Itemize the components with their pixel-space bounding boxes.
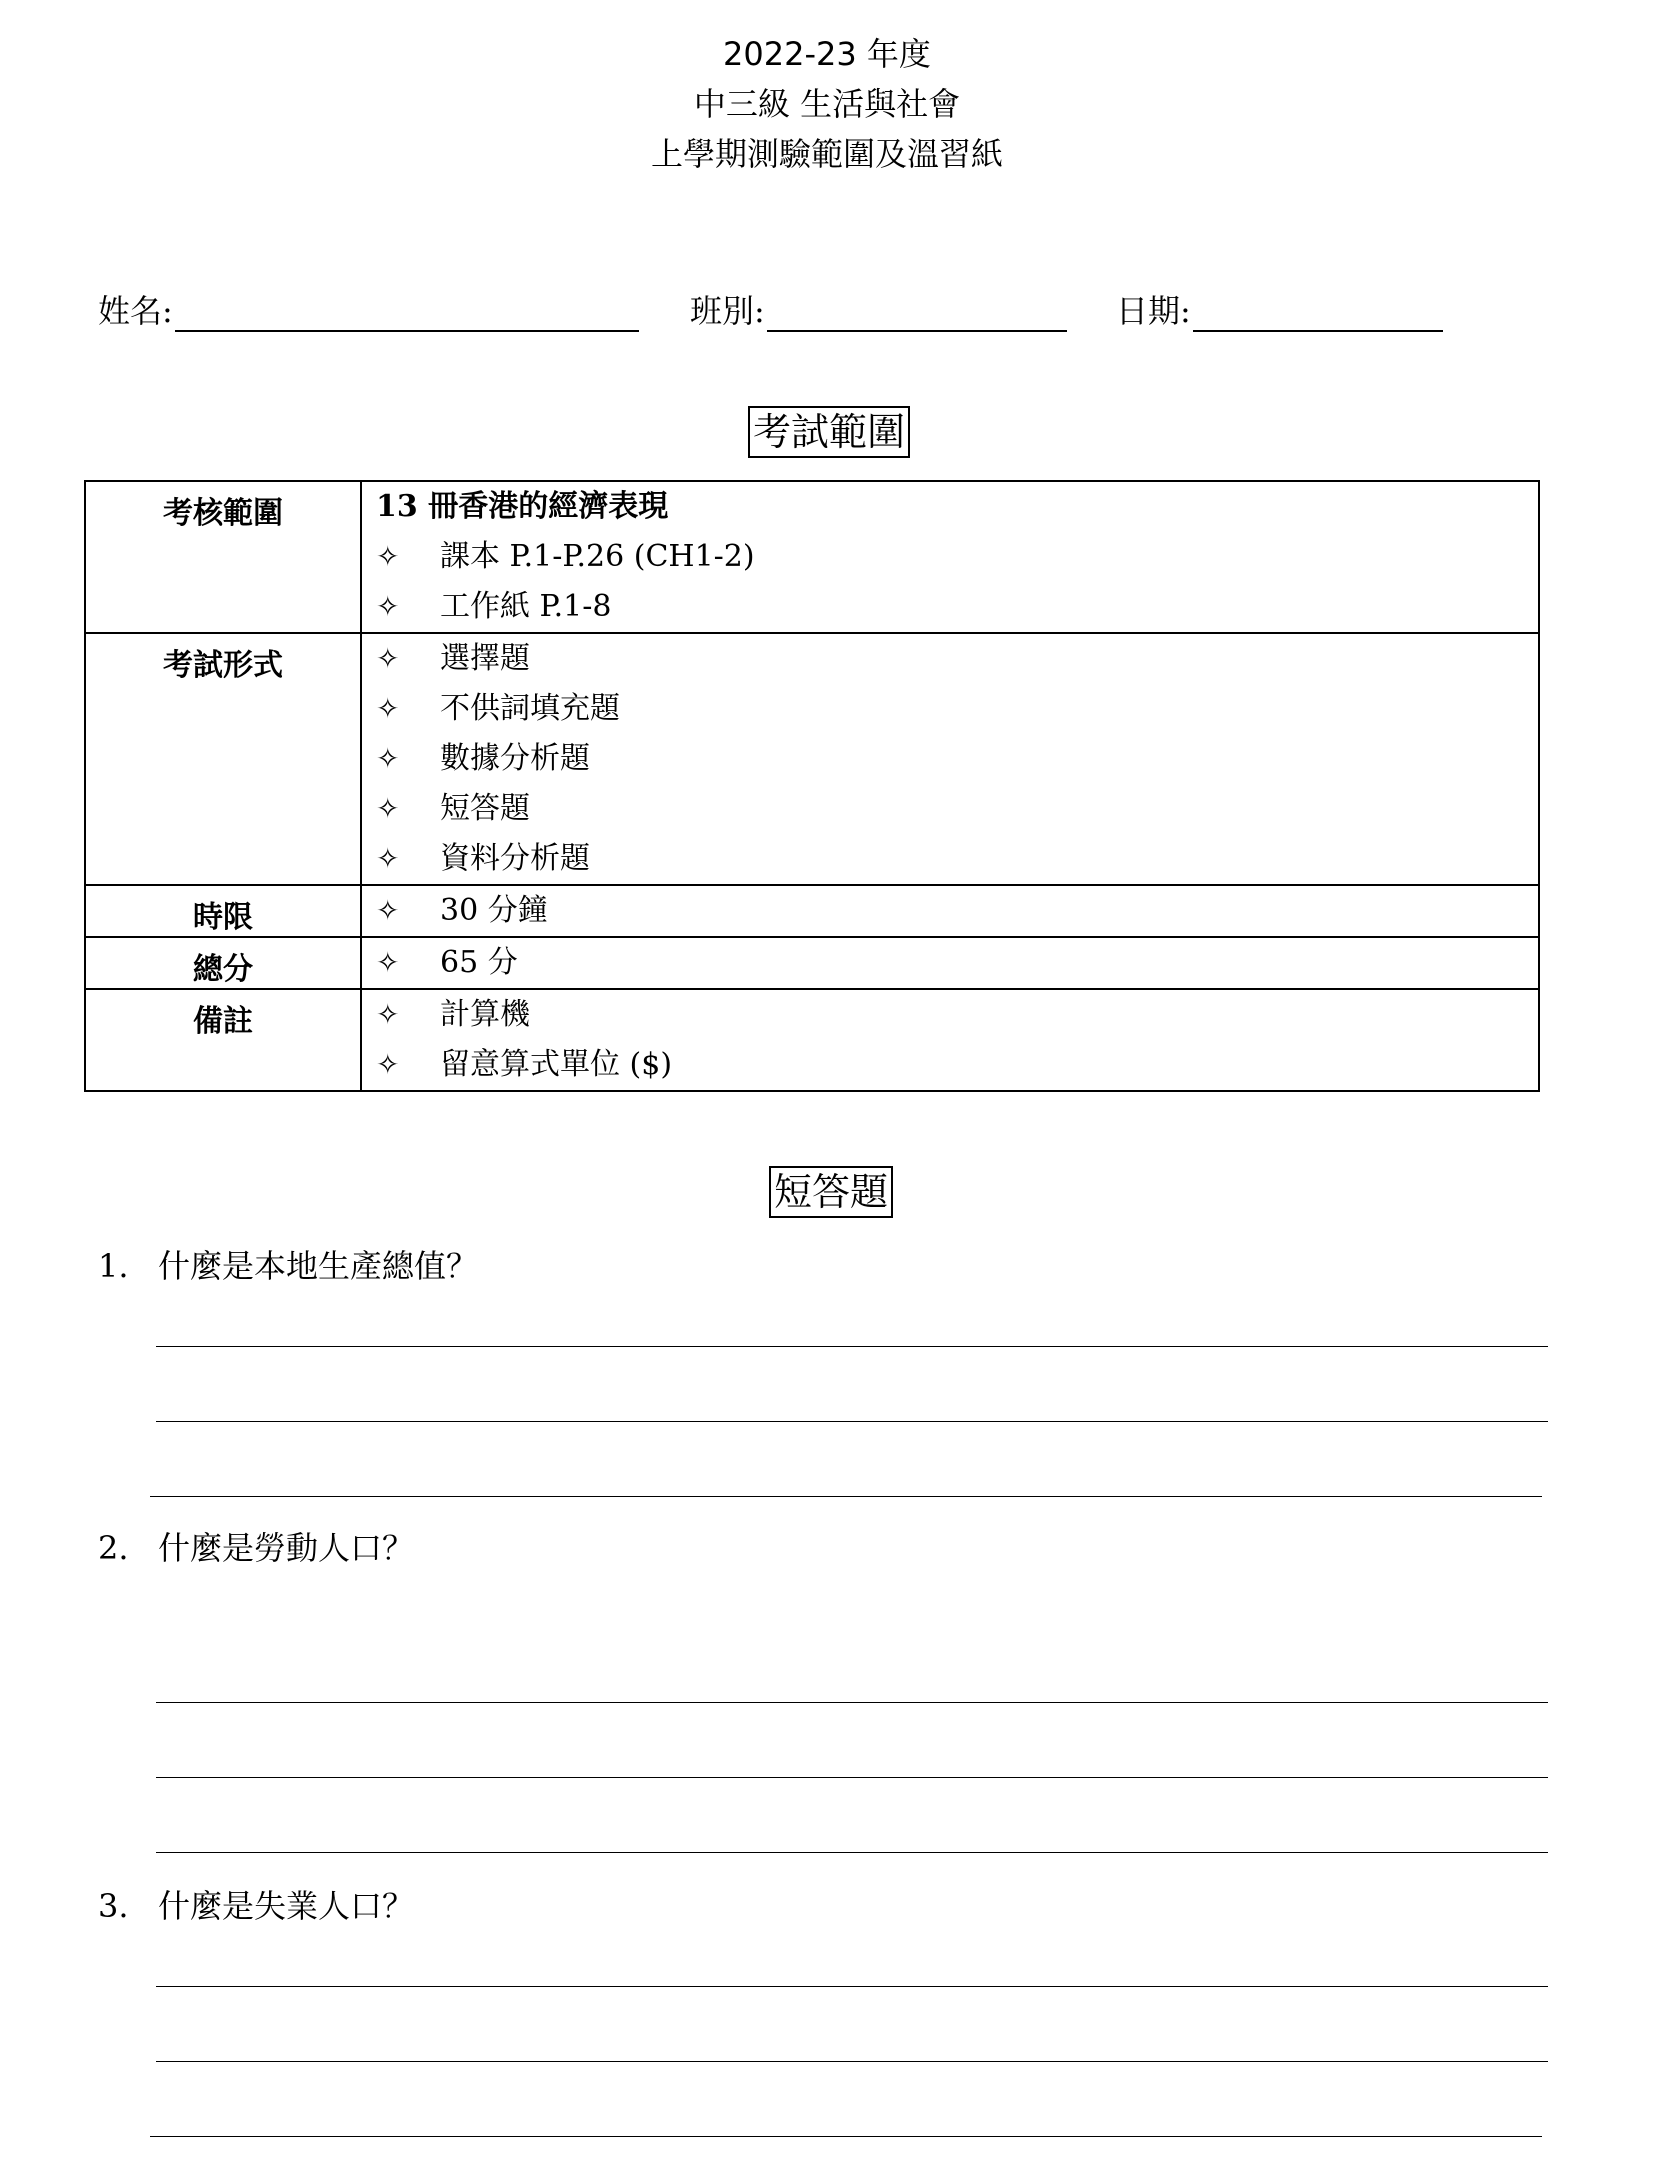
date-blank[interactable]	[1193, 296, 1443, 332]
list-item: ✧ 65 分	[376, 938, 1538, 988]
list-item: ✧ 不供詞填充題	[376, 684, 1538, 734]
answer-line[interactable]	[150, 1496, 1542, 1497]
star-bullet-icon: ✧	[376, 998, 400, 1031]
list-item: ✧ 課本 P.1-P.26 (CH1-2)	[376, 532, 1538, 582]
star-bullet-icon: ✧	[376, 894, 400, 927]
answer-line[interactable]	[156, 1852, 1548, 1853]
row-label: 備註	[85, 989, 361, 1091]
answer-line[interactable]	[156, 1986, 1548, 1987]
exam-scope-heading: 考試範圍	[748, 406, 910, 458]
name-field[interactable]	[98, 286, 639, 332]
table-row	[85, 481, 1539, 633]
date-label: 日期:	[1116, 292, 1191, 330]
question-1	[98, 1246, 478, 1286]
question-number: 3.	[98, 1887, 129, 1925]
question-text: 什麼是失業人口？	[158, 1887, 415, 1925]
list-item: ✧ 工作紙 P.1-8	[376, 582, 1538, 632]
answer-line[interactable]	[156, 1777, 1548, 1778]
table-row	[85, 989, 1539, 1091]
name-label: 姓名:	[98, 292, 173, 330]
row-label: 考核範圍	[85, 481, 361, 633]
star-bullet-icon: ✧	[376, 742, 400, 775]
table-row	[85, 937, 1539, 989]
date-field[interactable]	[1116, 286, 1443, 332]
row-label: 總分	[85, 937, 361, 989]
class-field[interactable]	[690, 286, 1067, 332]
short-questions-heading: 短答題	[769, 1166, 893, 1218]
question-2	[98, 1528, 414, 1568]
list-item: ✧ 短答題	[376, 784, 1538, 834]
list-item: ✧ 資料分析題	[376, 834, 1538, 884]
list-item: ✧ 30 分鐘	[376, 886, 1538, 936]
question-text: 什麼是本地生產總值？	[158, 1247, 479, 1285]
row-label: 考試形式	[85, 633, 361, 885]
row-label: 時限	[85, 885, 361, 937]
exam-scope-table	[84, 480, 1540, 1092]
question-text: 什麼是勞動人口？	[158, 1529, 415, 1567]
document-year: 2022-23 年度	[723, 35, 931, 73]
row-content	[361, 481, 1539, 633]
list-item: ✧ 留意算式單位 ($)	[376, 1040, 1538, 1090]
name-blank[interactable]	[175, 296, 639, 332]
document-subject: 中三級 生活與社會	[693, 85, 961, 123]
row-content	[361, 633, 1539, 885]
question-number: 2.	[98, 1529, 129, 1567]
class-blank[interactable]	[767, 296, 1067, 332]
list-item: ✧ 選擇題	[376, 634, 1538, 684]
row-content	[361, 937, 1539, 989]
class-label: 班別:	[690, 292, 765, 330]
answer-line[interactable]	[156, 1346, 1548, 1347]
star-bullet-icon: ✧	[376, 842, 400, 875]
list-item: ✧ 計算機	[376, 990, 1538, 1040]
table-row	[85, 633, 1539, 885]
table-row	[85, 885, 1539, 937]
answer-line[interactable]	[150, 2136, 1542, 2137]
star-bullet-icon: ✧	[376, 590, 400, 623]
star-bullet-icon: ✧	[376, 692, 400, 725]
document-title: 上學期測驗範圍及溫習紙	[650, 135, 1003, 173]
star-bullet-icon: ✧	[376, 642, 400, 675]
star-bullet-icon: ✧	[376, 1048, 400, 1081]
question-3	[98, 1886, 414, 1926]
answer-line[interactable]	[156, 1702, 1548, 1703]
list-item: ✧ 數據分析題	[376, 734, 1538, 784]
row-content	[361, 989, 1539, 1091]
question-number: 1.	[98, 1247, 129, 1285]
star-bullet-icon: ✧	[376, 792, 400, 825]
star-bullet-icon: ✧	[376, 540, 400, 573]
scope-title: 13 冊香港的經濟表現	[376, 489, 669, 524]
answer-line[interactable]	[156, 2061, 1548, 2062]
answer-line[interactable]	[156, 1421, 1548, 1422]
row-content	[361, 885, 1539, 937]
star-bullet-icon: ✧	[376, 946, 400, 979]
